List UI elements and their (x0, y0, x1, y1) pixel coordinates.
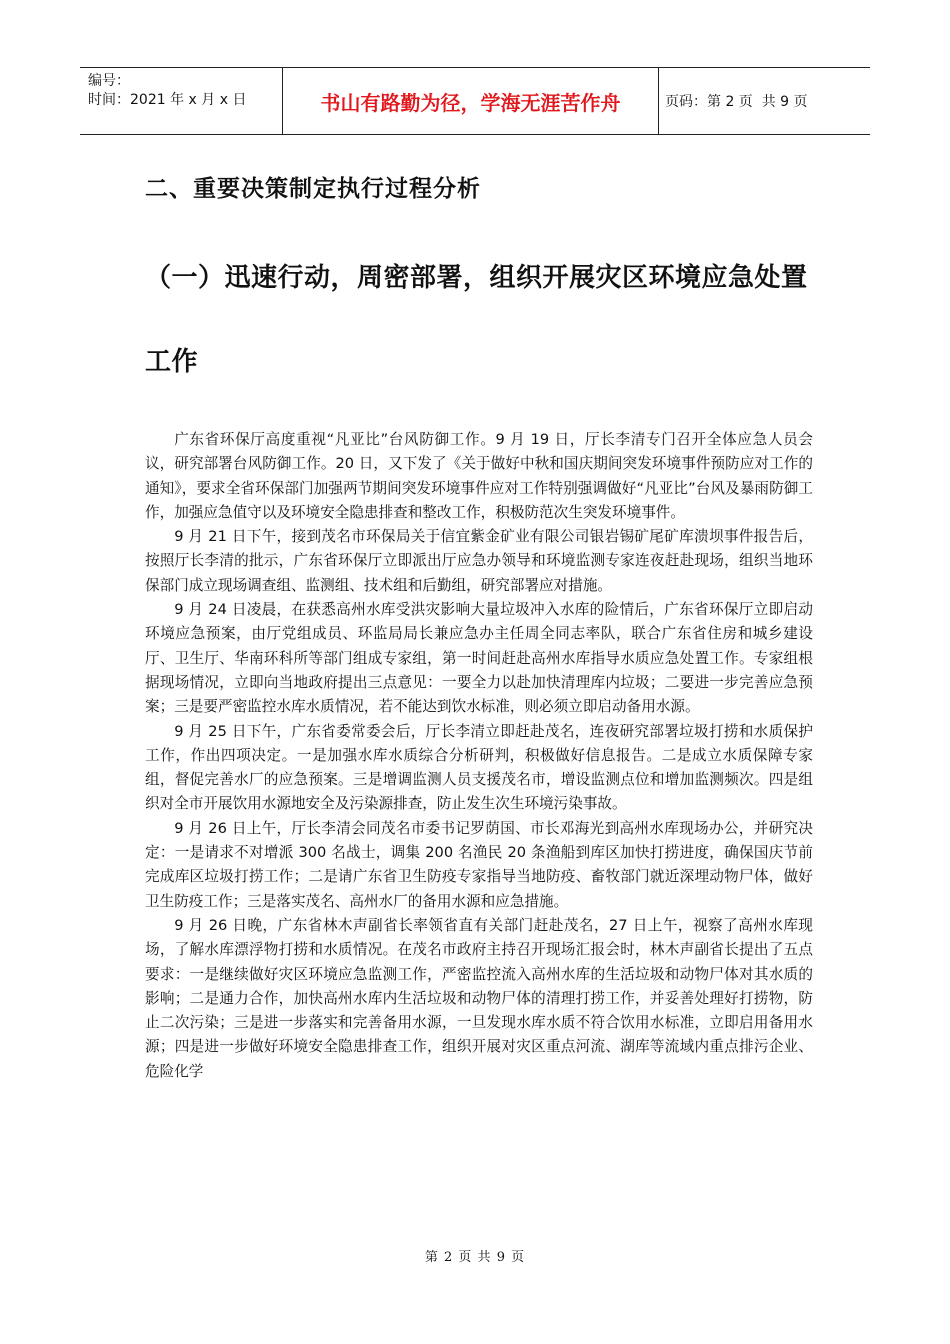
header-motto: 书山有路勤为径，学海无涯苦作舟 (320, 90, 621, 115)
header-meta (80, 68, 282, 134)
subsection-heading-line-2: 工作 (145, 347, 199, 377)
page-footer: 第 2 页 共 9 页 (424, 1250, 526, 1265)
document-number-label: 编号： (88, 73, 130, 89)
header-page-info-cell (659, 68, 870, 134)
header-page-info: 页码：第 2 页 共 9 页 (665, 94, 808, 110)
body-text (145, 428, 813, 1084)
section-heading: 二、重要决策制定执行过程分析 (145, 176, 481, 202)
paragraph: 9 月 26 日上午，厅长李清会同茂名市委书记罗荫国、市长邓海光到高州水库现场办公，并研究决定：一是请求不对增派 300 名战士，调集 200 名渔民 20 条渔船到库区加快打捞进度，确保国庆节前完成库区垃圾打捞工作；二是请广东省卫生防疫专家指导当地防疫、畜牧部门就近深埋动物尸体，做好卫生防疫工作；三是落实茂名、高州水厂的备用水源和应急措施。 (145, 819, 813, 910)
paragraph: 9 月 21 日下午，接到茂名市环保局关于信宜紫金矿业有限公司银岩锡矿尾矿库溃坝事件报告后，按照厅长李清的批示，广东省环保厅立即派出厅应急办领导和环境监测专家连夜赶赴现场，组织当地环保部门成立现场调查组、监测组、技术组和后勤组，研究部署应对措施。 (145, 528, 813, 594)
paragraph: 9 月 24 日凌晨，在获悉高州水库受洪灾影响大量垃圾冲入水库的险情后，广东省环保厅立即启动环境应急预案，由厅党组成员、环监局局长兼应急办主任周全同志率队，联合广东省住房和城乡建设厅、卫生厅、华南环科所等部门组成专家组，第一时间赶赴高州水库指导水质应急处置工作。专家组根据现场情况，立即向当地政府提出三点意见：一要全力以赴加快清理库内垃圾；二要进一步完善应急预案；三是要严密监控水库水质情况，若不能达到饮水标准，则必须立即启动备用水源。 (145, 601, 813, 716)
paragraph: 9 月 25 日下午，广东省委常委会后，厅长李清立即赶赴茂名，连夜研究部署垃圾打捞和水质保护工作，作出四项决定。一是加强水库水质综合分析研判，积极做好信息报告。二是成立水质保障专家组，督促完善水厂的应急预案。三是增调监测人员支援茂名市，增设监测点位和增加监测频次。四是组织对全市开展饮用水源地安全及污染源排查，防止发生次生环境污染事故。 (145, 722, 813, 813)
header-motto-cell (282, 68, 659, 134)
subsection-heading-line-1: （一）迅速行动，周密部署，组织开展灾区环境应急处置 (145, 263, 808, 293)
paragraph: 9 月 26 日晚，广东省林木声副省长率领省直有关部门赶赴茂名，27 日上午，视察了高州水库现场，了解水库漂浮物打捞和水质情况。在茂名市政府主持召开现场汇报会时，林木声副省长提出了五点要求：一是继续做好灾区环境应急监测工作，严密监控流入高州水库的生活垃圾和动物尸体对其水质的影响；二是通力合作，加快高州水库内生活垃圾和动物尸体的清理打捞工作，并妥善处理好打捞物，防止二次污染；三是进一步落实和完善备用水源，一旦发现水库水质不符合饮用水标准，立即启用备用水源；四是进一步做好环境安全隐患排查工作，组织开展对灾区重点河流、湖库等流域内重点排污企业、危险化学 (145, 916, 813, 1080)
paragraph: 广东省环保厅高度重视“凡亚比”台风防御工作。9 月 19 日，厅长李清专门召开全体应急人员会议，研究部署台风防御工作。20 日，又下发了《关于做好中秋和国庆期间突发环境事件预防应对工作的通知》，要求全省环保部门加强两节期间突发环境事件应对工作特别强调做好“凡亚比”台风及暴雨防御工作，加强应急值守以及环境安全隐患排查和整改工作，积极防范次生突发环境事件。 (145, 431, 813, 521)
document-date-label: 时间：2021 年 x 月 x 日 (88, 92, 247, 108)
page-header (80, 67, 870, 135)
